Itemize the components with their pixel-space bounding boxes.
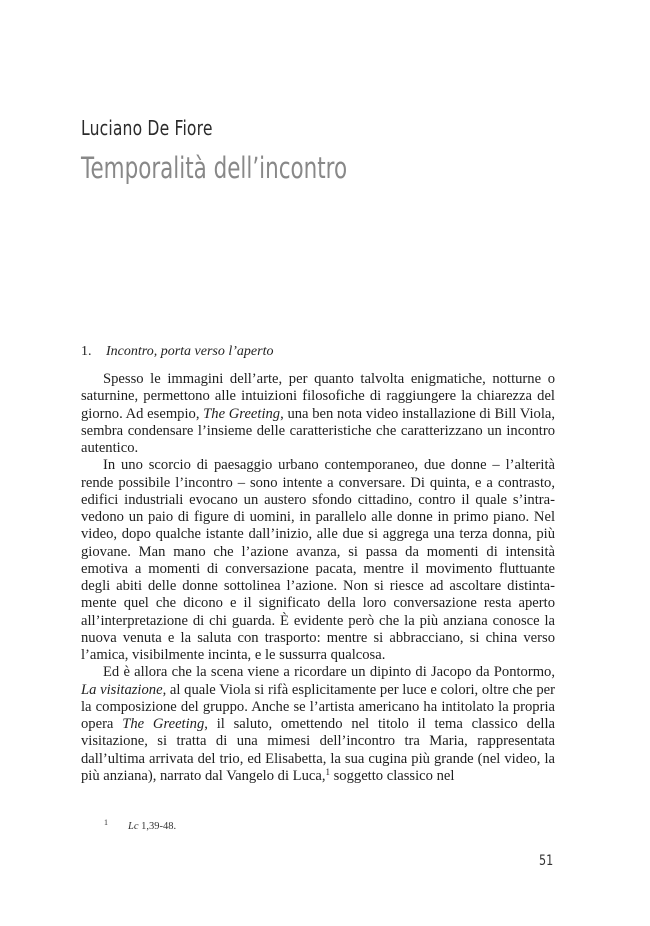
footnote-text: 1,39-48.	[138, 821, 177, 832]
text-run: Spesso le immagini dell’arte, per quanto talvolta enigmatiche, notturne o saturnine, permettono alle intuizioni filosofiche di raggiungere la chiarezza del giorno. Ad esempio,	[81, 371, 555, 422]
text-run: Ed è allora che la scena viene a ricordare un dipinto di Jacopo da Pontormo,	[103, 664, 555, 681]
chapter-title: Temporalità dell’incontro	[81, 151, 348, 185]
section-number: 1.	[81, 344, 92, 359]
italic-title: La visitazione	[81, 681, 163, 698]
author-name: Luciano De Fiore	[81, 116, 213, 140]
italic-title: The Greeting	[203, 405, 281, 422]
text-run: soggetto classico nel	[329, 767, 455, 784]
text-run: , una ben nota video installazione di Bill Viola, sembra condensare l’insieme delle caratteristiche che caratterizzano un incontro autentico.	[81, 405, 555, 456]
text-run: , il saluto, omettendo nel titolo il tema classico della visitazione, si tratta di una mimesi dell’incontro tra Maria, rappresentata dall’ultima arrivata del trio, ed Elisabetta, la sua cugina più grande (nel video, la più anziana), narrato dal Vangelo di Luca,	[81, 716, 556, 784]
text-run: In uno scorcio di paesaggio urbano contemporaneo, due donne – l’alterità rende possibile l’incontro – sono intente a conversare. Di quinta, e a contrasto, edifici industriali evocano un austero sfondo cittadino, contro il quale s’intravedono un paio di figure di uomini, in parallelo alle donne in primo piano. Nel video, dopo qualche istante dall’inizio, alle due si aggrega una terza donna, più giovane. Man mano che l’azione avanza, si passa da momenti di intensità emotiva a momenti di conversazione pacata, mentre il movimento fluttuante degli abiti delle donne sottolinea l’azione. Non si riesce ad ascoltare distintamente quel che dicono e il significato della loro conversazione resta aperto all’interpretazione di chi guarda. È evidente però che la più anziana conosce la nuova venuta e la saluta con trasporto: mentre si abbracciano, si china verso l’amica, visibilmente incinta, e le sussurra qualcosa.	[81, 457, 555, 663]
body-text	[81, 371, 555, 785]
section-title: Incontro, porta verso l’aperto	[106, 344, 274, 359]
footnote-mark: 1	[104, 818, 108, 827]
footnote-reference: Lc	[128, 821, 139, 832]
section-heading	[81, 344, 273, 360]
footnote	[104, 818, 176, 832]
footnote-reference-mark: 1	[325, 766, 330, 777]
text-run: , al quale Viola si rifà esplicitamente per luce e colori, oltre che per la composizione del gruppo. Anche se l’artista americano ha intitolato la propria opera	[81, 681, 555, 732]
paragraph	[81, 664, 555, 785]
page-number: 51	[539, 853, 554, 869]
paragraph	[81, 371, 555, 457]
italic-title: The Greeting	[122, 716, 205, 732]
paragraph	[81, 457, 555, 664]
